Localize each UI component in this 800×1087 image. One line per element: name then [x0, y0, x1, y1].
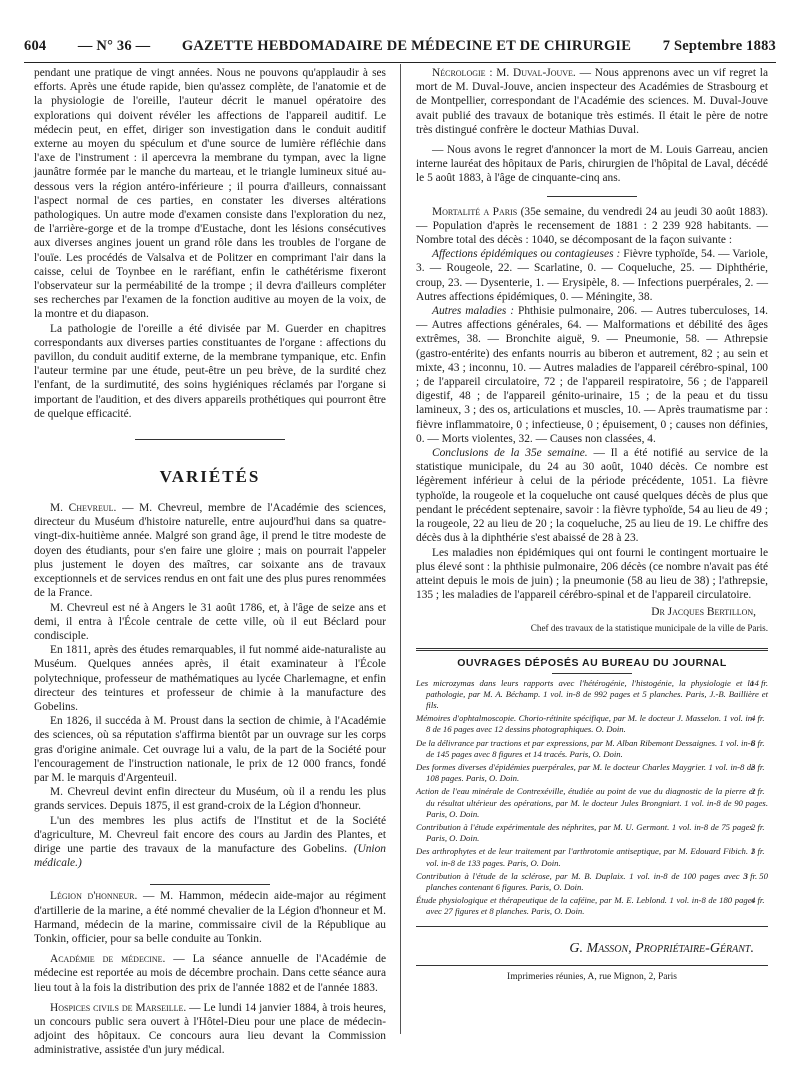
academie-text: — La séance annuelle de l'Académie de médecine est reportée au mois de décembre prochain. Dans cette séance aura lieu tout à la fois la distribution des prix de l'année 1882 et de l'année 1883. [34, 953, 386, 994]
hospices-lead: Hospices civils de Marseille. [50, 1001, 187, 1014]
chevreul-paragraph [34, 501, 386, 600]
header-rule [24, 62, 776, 63]
list-item [416, 738, 768, 760]
signature: Dr Jacques Bertillon, [651, 606, 756, 619]
item-price: 3 fr. [750, 846, 765, 857]
ouvrages-title: OUVRAGES DÉPOSÉS AU BUREAU DU JOURNAL [457, 656, 727, 669]
epidemic-text: Fièvre typhoïde, 54. — Variole, 3. — Rougeole, 22. — Scarlatine, 0. — Coqueluche, 25. — Diphthérie, croup, 23. — Dysenterie, 1. — Erysipèle, 8. — Infections puerpérales, 2. — Autres affections épidémiques, 0. — Méningite, 38. [416, 248, 768, 303]
printer-line: Imprimeries réunies, A, rue Mignon, 2, Paris [507, 971, 677, 982]
conclusions-text: — Il a été notifié au service de la statistique municipale, du 24 au 30 août, 1040 décès. Ce nombre est légèrement inférieur à celui de la période précédente, 1051. La fièvre typhoïde, la rougeole et la coqueluche ont causé quelques décès de plus que pendant le précédent septenaire, savoir : la fièvre typhoïde, 54 au lieu de 49 ; la rougeole, 22 au lieu de 20 ; la coqueluche, 25 au lieu de 19. Le chiffre des décès dus à la diphthérie s'est abaissé de 28 à 23. [416, 447, 769, 545]
conclusions-label: Conclusions de la 35e semaine. [432, 447, 588, 460]
last-paragraph: Les maladies non épidémiques qui ont fourni le contingent mortuaire le plus élevé sont : la phthisie pulmonaire, 206 décès (ce nombre n'avait pas été atteint depuis le mois de juin) ; la pneumonie (58 au lieu de 38) ; l'athrepsie, 135 ; les maladies de l'appareil cérébro-spinal et de l'appareil circulatoire. [416, 546, 768, 602]
academie-paragraph [34, 952, 386, 995]
chevreul-lead: M. Chevreul. [50, 502, 117, 515]
other-diseases-text: Phthisie pulmonaire, 206. — Autres tuberculoses, 14. — Autres affections générales, 64. — Malformations et débilité des âges extrêmes, 38. — Bronchite aiguë, 9. — Pneumonie, 58. — Athrepsie (gastro-entérite) des enfants nourris au biberon et autrement, 82 ; au sein et mixte, 43 ; inconnu, 10. — Autres maladies de l'appareil cérébro-spinal, 100 ; de l'appareil circulatoire, 72 ; de l'appareil respiratoire, 56 ; de l'appareil digestif, 48 ; de l'appareil génito-urinaire, 15 ; de la peau et du tissu lamineux, 3 ; des os, articulations et muscles, 10. — Après traumatisme par : fièvre inflammatoire, 0 ; infectieuse, 0 ; épuisement, 0 ; causes non définies, 0. — Morts violentes, 32. — Causes non classées, 4. [416, 305, 768, 445]
academie-lead: Académie de médecine. [50, 953, 166, 966]
item-text: Contribution à l'étude de la sclérose, par M. B. Duplaix. 1 vol. in-8 de 100 pages avec 3 planches contenant 6 figures. Paris, O. Doin. [416, 870, 748, 892]
other-diseases-paragraph [416, 304, 768, 446]
issue-number: — N° 36 — [77, 38, 151, 54]
item-price: 4 fr. [750, 895, 765, 906]
section-ornament [34, 433, 386, 445]
other-diseases-label: Autres maladies : [432, 305, 515, 318]
legion-paragraph [34, 889, 386, 946]
item-price: 14 fr. [750, 677, 768, 688]
list-item [416, 713, 768, 735]
divider [547, 196, 637, 197]
double-rule [416, 648, 768, 651]
list-item [416, 846, 768, 868]
item-text: Les microzymas dans leurs rapports avec l'hétérogénie, l'histogénie, la physiologie et la pathologie, par M. A. Béchamp. 1 vol. in-8 de 992 pages et 5 planches. Paris, J.-B. Baillière et fils. [416, 677, 768, 710]
necrologie-lead: Nécrologie : M. Duval-Jouve. [432, 67, 576, 79]
chevreul-paragraph: En 1811, après des études remarquables, il fut nommé aide-naturaliste au Muséum. Quelques années après, il était examinateur à l'École polytechnique, professeur de mathématiques au lycée Charlemagne, et enfin directeur des teintures et professeur de chimie à la manufacture des Gobelins. [34, 644, 386, 713]
necrologie-text: — Nous apprenons avec un vif regret la mort de M. Duval-Jouve, ancien inspecteur des Académies de Strasbourg et de Montpellier, correspondant de l'Académie des sciences. M. Duval-Jouve avait publié des travaux de botanique très estimés. Il était le père de notre très distingué confrère le docteur Mathias Duval. [416, 67, 768, 136]
divider [416, 965, 768, 966]
publisher-line: G. Masson, Propriétaire-Gérant. [569, 940, 754, 956]
left-column [34, 66, 386, 1058]
hospices-text: — Le lundi 14 janvier 1884, à trois heures, un concours public sera ouvert à l'Hôtel-Dieu pour une place de médecin-adjoint des hôpitaux. Ce concours aura lieu devant la Commission administrative, assistée d'un jury médical. [34, 1001, 386, 1057]
conclusions-paragraph [416, 446, 768, 545]
chevreul-source: (Union médicale.) [34, 842, 386, 870]
page-number: 604 [24, 38, 47, 54]
item-price: 3 fr. 50 [743, 870, 768, 881]
page-header [24, 38, 776, 60]
chevreul-text: — M. Chevreul, membre de l'Académie des sciences, directeur du Muséum d'histoire naturelle, entre aujourd'hui dans sa quatre-vingt-dix-huitième année. Malgré son grand âge, il prend le titre modeste de doyen des étudiants, pour s'en faire une gloire ; mais on pourrait l'appeler plus justement le doyen des maîtres, car soixante ans de travaux exceptionnels et de services rendus en ont fait une des plus pures renommées de la France. [34, 502, 386, 600]
item-price: 4 fr. [750, 713, 765, 724]
item-price: 2 fr. [750, 786, 765, 797]
legion-text: — M. Hammon, médecin aide-major au régiment d'artillerie de la marine, a été nommé chevalier de la Légion d'honneur et M. Harmand, médecin de la marine, commissaire civil de la République au Tonkin, officier, pour sa belle conduite au Tonkin. [34, 890, 386, 945]
mortalite-paragraph [416, 205, 768, 248]
list-item [416, 678, 768, 712]
chevreul-paragraph: En 1826, il succéda à M. Proust dans la section de chimie, à l'Académie des sciences, où sa réputation s'affirma bientôt par un ouvrage sur les corps gras d'origine animale. Cet ouvrage lui a valu, de la part de la Société pour l'encouragement de l'instruction nationale, le prix de 12 000 francs, fondé par M. le marquis d'Argenteuil. [34, 715, 386, 784]
divider [150, 884, 270, 885]
item-price: 2 fr. [750, 821, 765, 832]
garreau-paragraph: — Nous avons le regret d'annoncer la mort de M. Louis Garreau, ancien interne lauréat des hôpitaux de Paris, chirurgien de l'hôpital de Laval, décédé le 5 août 1883, à l'âge de cinquante-cinq ans. [416, 144, 768, 185]
mortalite-text: (35e semaine, du vendredi 24 au jeudi 30 août 1883). — Population d'après le recensement de 1881 : 2 239 928 habitants. — Nombre total des décès : 1040, se décomposant de la façon suivante : [416, 205, 768, 247]
item-text: Mémoires d'ophtalmoscopie. Chorio-rétinite spécifique, par M. le docteur J. Masselon. 1 vol. in-8 de 16 pages avec 12 dessins photographiques. O. Doin. [416, 713, 755, 735]
signature-role: Chef des travaux de la statistique municipale de la ville de Paris. [530, 622, 768, 633]
item-text: Étude physiologique et thérapeutique de la caféine, par M. E. Leblond. 1 vol. in-8 de 180 pages avec 27 figures et 8 planches. Paris, O. Doin. [416, 895, 755, 917]
chevreul-paragraph [34, 814, 386, 871]
intro-paragraph: pendant une pratique de vingt années. Nous ne pouvons qu'applaudir à ses efforts. Après une étude rapide, bien qu'assez complète, de l'anatomie et de la physiologie de l'oreille, l'auteur décrit le manuel opératoire des explorations qui doivent révéler les affections de l'appareil auditif. Le médecin peut, en effet, diriger son investigation dans le conduit auditif externe au moyen du spéculum et d'une source de lumière réfléchie dans l'axe de l'instrument : il apercevra la membrane du tympan, avec la ligne jaunâtre formée par le manche du marteau, et le triangle lumineux situé au-dessous vers la région antéro-inférieure ; il pourra d'ailleurs, connaissant l'aspect normal de ces parties, en constater les diverses altérations pathologiques. Un autre mode d'examen consiste dans l'exploration du nez, de l'arrière-gorge et de la trompe d'Eustache, dont les lésions consécutives aux diverses angines jouent un grand rôle dans les troubles de l'organe de l'ouïe. Les procédés de Valsalva et de Politzer en comprimant l'air dans la caisse, celui de Toynbee en le raréfiant, enfin le cathétérisme fixeront l'observateur sur la perméabilité de la trompe ; il devra d'ailleurs compléter ses recherches par l'examen de la fonction auditive au moyen de la voix, de la montre et du diapason. [34, 67, 386, 321]
right-column [416, 66, 768, 982]
necrologie-paragraph [416, 66, 768, 137]
ouvrages-list [416, 678, 768, 918]
chevreul-paragraph: M. Chevreul devint enfin directeur du Muséum, où il a rendu les plus grands services. Depuis 1875, il est grand-croix de la Légion d'honneur. [34, 786, 386, 813]
list-item [416, 762, 768, 784]
chevreul-paragraph: M. Chevreul est né à Angers le 31 août 1786, et, à l'âge de seize ans et demi, il entra à l'École centrale de cette ville, où il eut Béclard pour condisciple. [34, 601, 386, 642]
item-text: De la délivrance par tractions et par expressions, par M. Alban Ribemont Dessaignes. 1 vol. in-8 de 145 pages avec 8 figures et 14 tracés. Paris, O. Doin. [416, 737, 755, 759]
journal-title: GAZETTE HEBDOMADAIRE DE MÉDECINE ET DE CHIRURGIE [181, 38, 632, 54]
section-title-varietes: VARIÉTÉS [159, 467, 261, 487]
list-item [416, 822, 768, 844]
epidemic-label: Affections épidémiques ou contagieuses : [432, 248, 621, 261]
issue-date: 7 Septembre 1883 [662, 38, 776, 54]
chevreul-text: L'un des membres les plus actifs de l'Institut et de la Société d'agriculture, M. Chevreul fait encore des cours au Jardin des Plantes, et dirige une partie des travaux de la manufacture des Gobelins. [34, 814, 386, 855]
mortalite-lead: Mortalité a Paris [432, 205, 518, 218]
list-item [416, 895, 768, 917]
item-text: Action de l'eau minérale de Contrexéville, étudiée au point de vue du diagnostic de la pierre et du résultat ultérieur des opérations, par M. le docteur Jules Brongniart. 1 vol. in-8 de 90 pages. Paris, O. Doin. [416, 786, 768, 819]
item-text: Des arthrophytes et de leur traitement par l'arthrotomie antiseptique, par M. Edouard Fibich. 1 vol. in-8 de 133 pages. Paris, O. Doin. [416, 846, 755, 868]
divider [552, 673, 632, 674]
legion-lead: Légion d'honneur. [50, 890, 138, 903]
item-text: Contribution à l'étude expérimentale des néphrites, par M. U. Germont. 1 vol. in-8 de 75 pages. Paris, O. Doin. [416, 821, 755, 844]
column-separator [400, 64, 401, 1034]
list-item [416, 871, 768, 893]
list-item [416, 786, 768, 820]
hospices-paragraph [34, 1001, 386, 1058]
epidemic-paragraph [416, 247, 768, 304]
item-price: 6 fr. [750, 737, 765, 748]
item-price: 3 fr. [750, 761, 765, 772]
divider [416, 926, 768, 927]
item-text: Des formes diverses d'épidémies puerpérales, par M. le docteur Charles Maygrier. 1 vol. in-8 de 108 pages. Paris, O. Doin. [416, 761, 755, 784]
intro-paragraph: La pathologie de l'oreille a été divisée par M. Guerder en chapitres correspondants aux diverses parties constituantes de l'organe : affections du pavillon, du conduit auditif externe, de la membrane tympanique, etc. Enfin l'auteur termine par une étude, peut-être un peu brève, de la surdité chez l'enfant, de la surdimutité, des soins hygiéniques réclamés par l'organe si important de l'audition, et des divers appareils prothétiques qui pourront être de quelque efficacité. [34, 322, 386, 420]
